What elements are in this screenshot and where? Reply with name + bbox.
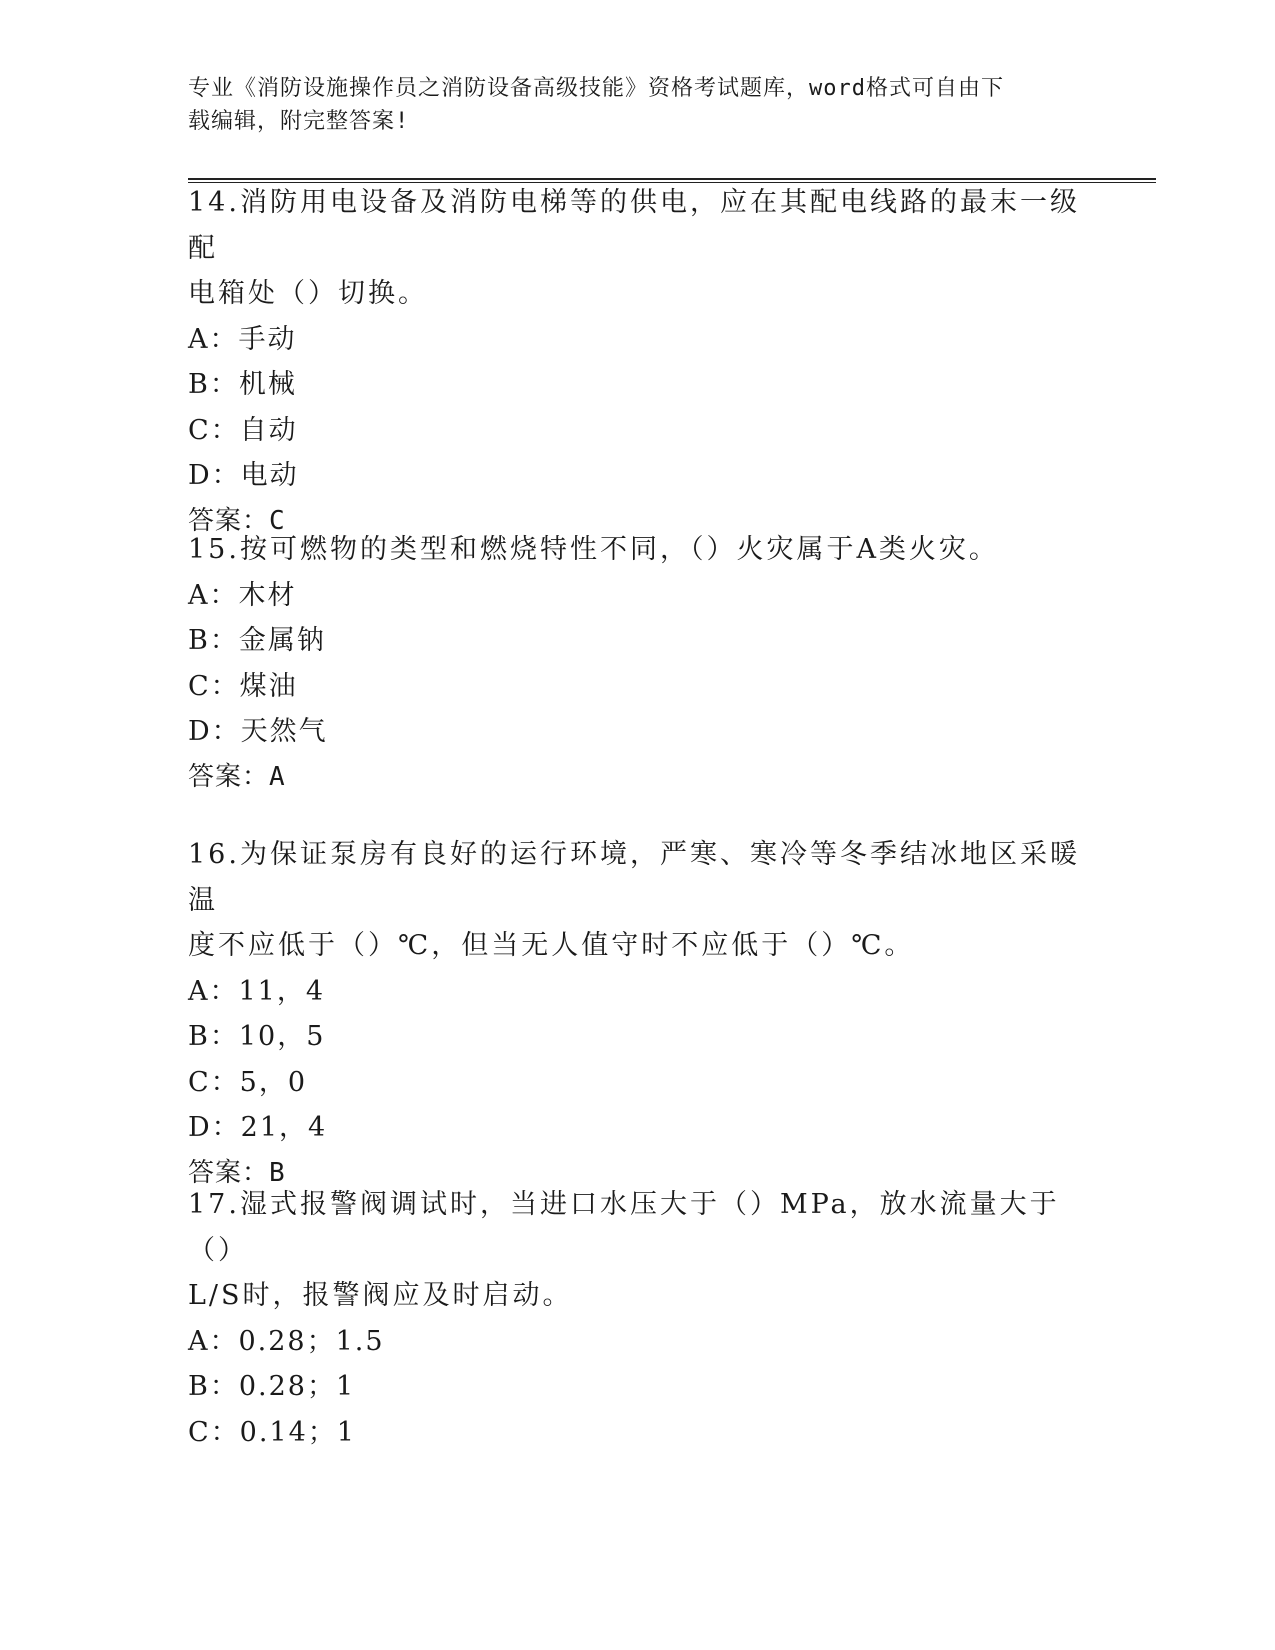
answer: 答案：B [188,1157,286,1188]
question-stem-line: L/S时，报警阀应及时启动。 [188,1280,573,1311]
question-stem-line: 电箱处（）切换。 [188,278,428,309]
header-line-2: 载编辑，附完整答案! [188,109,410,134]
option-d: D：21，4 [188,1112,328,1143]
option-b: B：10，5 [188,1021,326,1052]
option-d: D：天然气 [188,716,328,747]
document-header [188,72,1068,138]
option-d: D：电动 [188,460,299,491]
answer: 答案：C [188,505,286,536]
question-17 [188,1182,1088,1455]
option-a: A：手动 [188,323,297,355]
option-b: B：0.28；1 [188,1371,356,1402]
question-stem-line: 度不应低于（）℃，但当无人值守时不应低于（）℃。 [188,930,915,961]
option-c: C：自动 [188,414,298,446]
option-b: B：机械 [188,369,297,400]
option-c: C：5，0 [188,1066,308,1098]
question-16 [188,832,1088,1196]
question-stem-line: 14.消防用电设备及消防电梯等的供电，应在其配电线路的最末一级配 [188,187,1080,264]
question-stem [188,180,1088,317]
option-a: A：0.28；1.5 [188,1325,385,1357]
question-stem-line: 15.按可燃物的类型和燃烧特性不同，（）火灾属于A类火灾。 [188,534,999,565]
question-14 [188,180,1088,544]
option-a: A：木材 [188,579,297,611]
option-c: C：0.14；1 [188,1416,356,1448]
option-a: A：11，4 [188,975,326,1007]
option-b: B：金属钠 [188,625,326,656]
question-stem-line: 16.为保证泵房有良好的运行环境，严寒、寒冷等冬季结冰地区采暖温 [188,839,1080,916]
question-stem [188,832,1088,969]
option-c: C：煤油 [188,670,298,702]
question-stem-line: 17.湿式报警阀调试时，当进口水压大于（）MPa，放水流量大于（） [188,1189,1060,1266]
header-line-1: 专业《消防设施操作员之消防设备高级技能》资格考试题库，word格式可自由下 [188,76,1004,101]
question-15 [188,527,1088,800]
question-stem [188,527,1088,573]
answer: 答案：A [188,761,286,792]
question-stem [188,1182,1088,1319]
